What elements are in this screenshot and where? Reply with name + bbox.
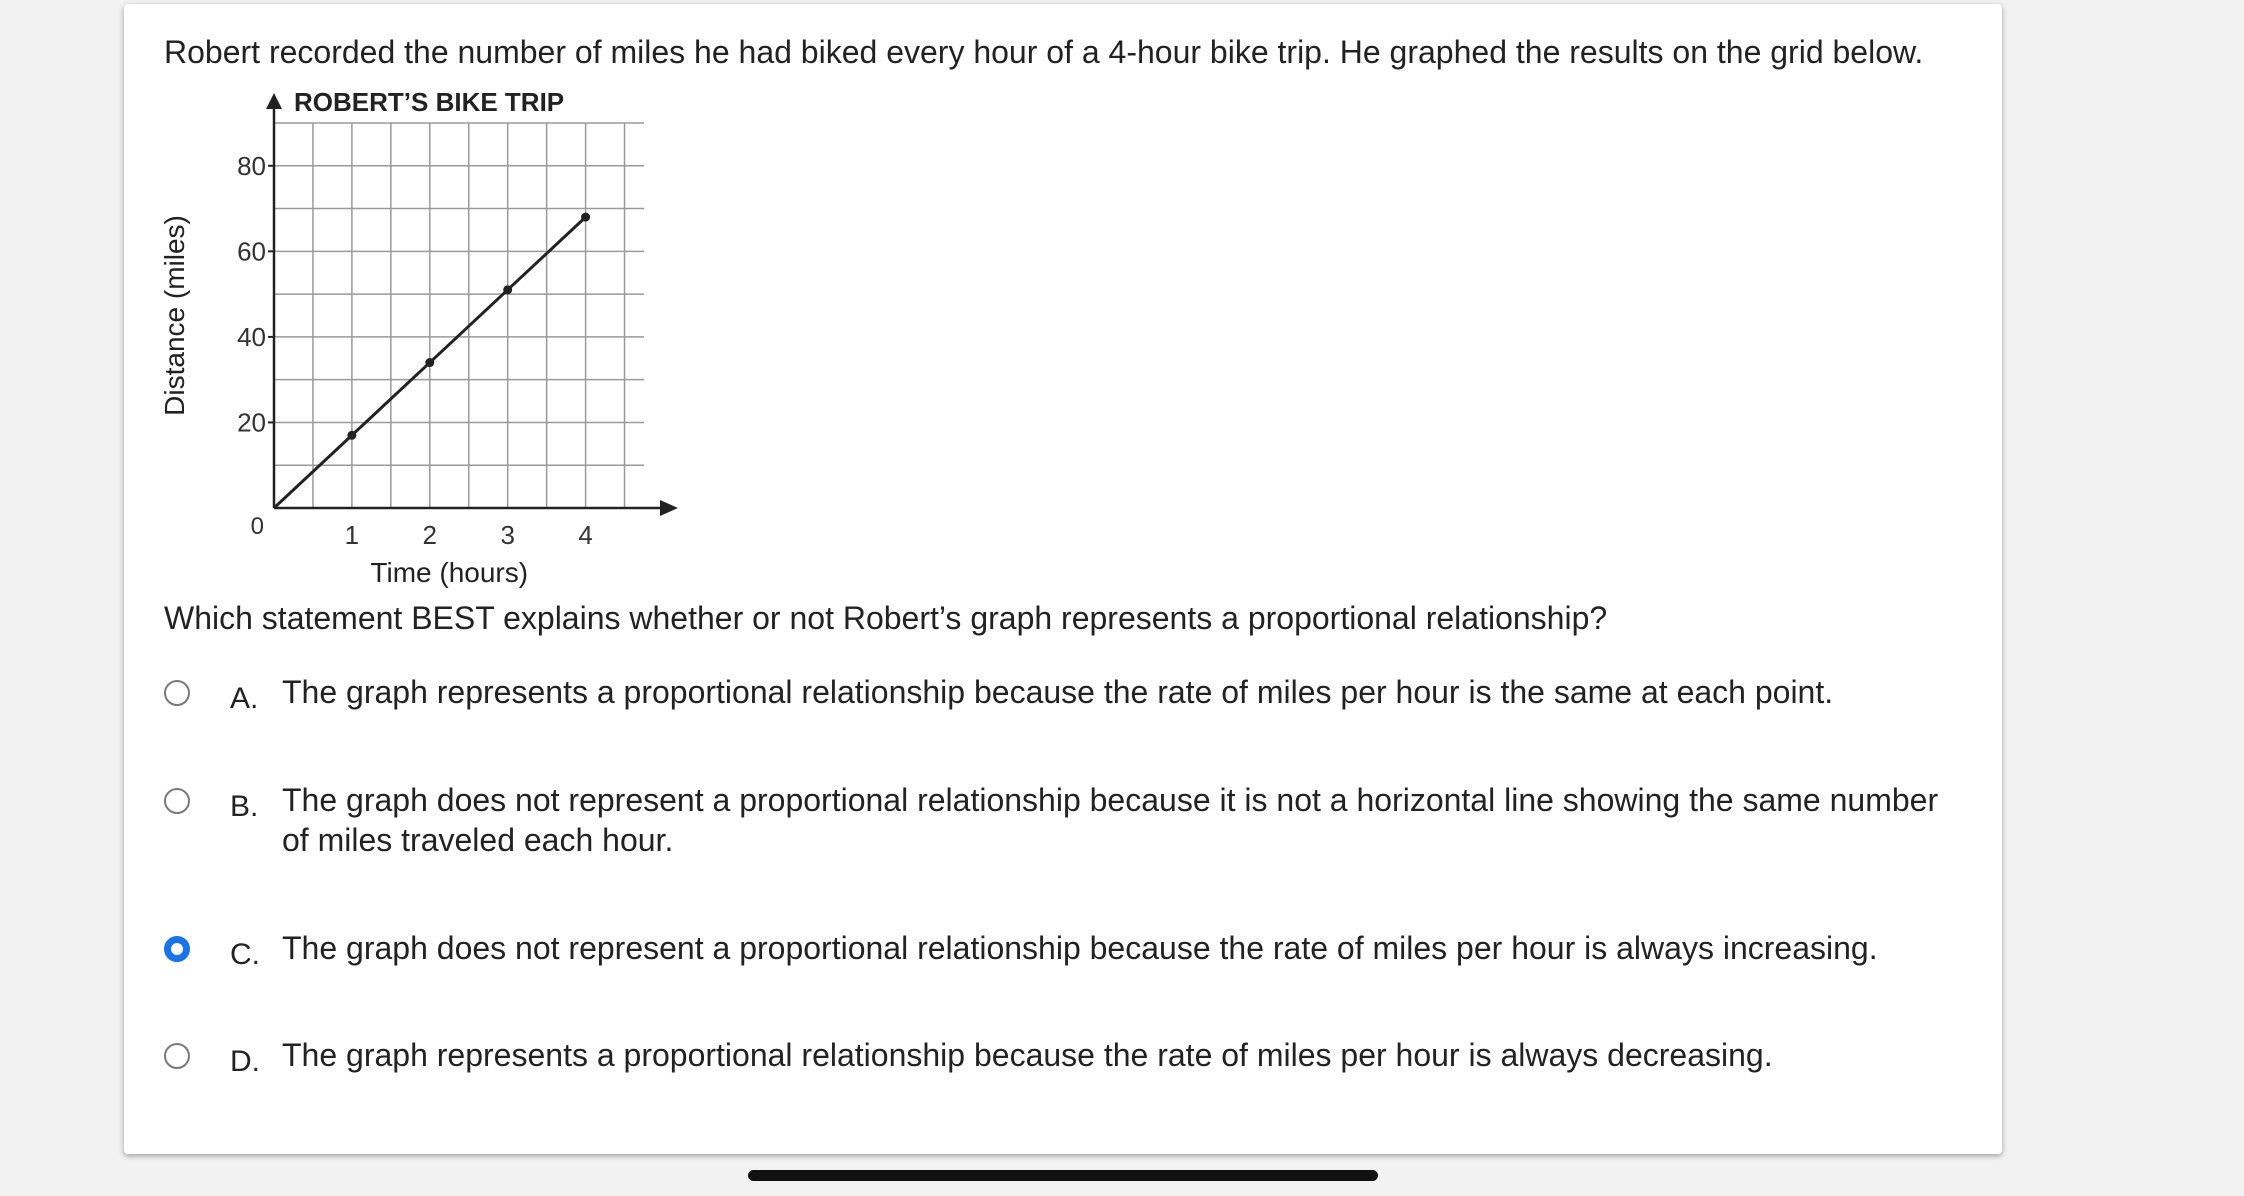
option-text: The graph does not represent a proportional relationship because it is not a horizontal line showing the same number of miles traveled each hour. <box>282 782 1939 858</box>
radio-icon[interactable] <box>164 788 190 814</box>
question-intro: Robert recorded the number of miles he had biked every hour of a 4-hour bike trip. He graphed the results on the grid below. <box>164 34 1924 70</box>
option-a[interactable] <box>164 672 1984 722</box>
x-tick-label: 3 <box>500 520 515 550</box>
home-indicator[interactable] <box>748 1170 1378 1181</box>
chart-axes <box>266 93 678 516</box>
data-point <box>347 431 356 440</box>
radio-icon[interactable] <box>164 936 190 962</box>
option-letter: D. <box>230 1045 260 1078</box>
y-tick-label: 20 <box>237 407 266 438</box>
chart-grid <box>274 123 644 508</box>
x-tick-label: 4 <box>578 520 593 550</box>
x-tick-label: 1 <box>344 520 360 550</box>
chart-svg <box>154 88 714 598</box>
y-tick-label: 80 <box>237 150 266 181</box>
question-prompt: Which statement BEST explains whether or not Robert’s graph represents a proportional relationship? <box>164 600 1608 636</box>
option-b[interactable] <box>164 780 1984 870</box>
y-tick-label: 60 <box>237 236 266 267</box>
x-axis-arrow-icon <box>660 500 678 516</box>
option-letter: A. <box>230 682 259 715</box>
chart-series <box>274 213 590 508</box>
option-d[interactable] <box>164 1035 1984 1085</box>
y-tick-label: 40 <box>237 321 266 352</box>
option-letter: B. <box>230 790 259 823</box>
x-tick-label: 2 <box>422 520 438 550</box>
origin-label: 0 <box>250 513 264 540</box>
option-c[interactable] <box>164 928 1984 978</box>
data-point <box>581 213 590 222</box>
option-letter: C. <box>230 938 260 971</box>
option-text: The graph does not represent a proportional relationship because the rate of miles per hour is always increasing. <box>282 930 1878 966</box>
data-point <box>503 285 512 294</box>
data-point <box>425 358 434 367</box>
y-axis-arrow-icon <box>266 93 282 109</box>
radio-icon[interactable] <box>164 1043 190 1069</box>
chart-labels <box>159 88 593 588</box>
radio-icon[interactable] <box>164 680 190 706</box>
y-axis-label: Distance (miles) <box>159 215 190 416</box>
question-card <box>124 4 2002 1154</box>
x-axis-label: Time (hours) <box>370 557 529 588</box>
bike-trip-chart <box>154 88 714 598</box>
option-text: The graph represents a proportional relationship because the rate of miles per hour is the same at each point. <box>282 674 1834 710</box>
chart-title: ROBERT’S BIKE TRIP <box>294 88 565 117</box>
option-text: The graph represents a proportional relationship because the rate of miles per hour is always decreasing. <box>282 1037 1773 1073</box>
